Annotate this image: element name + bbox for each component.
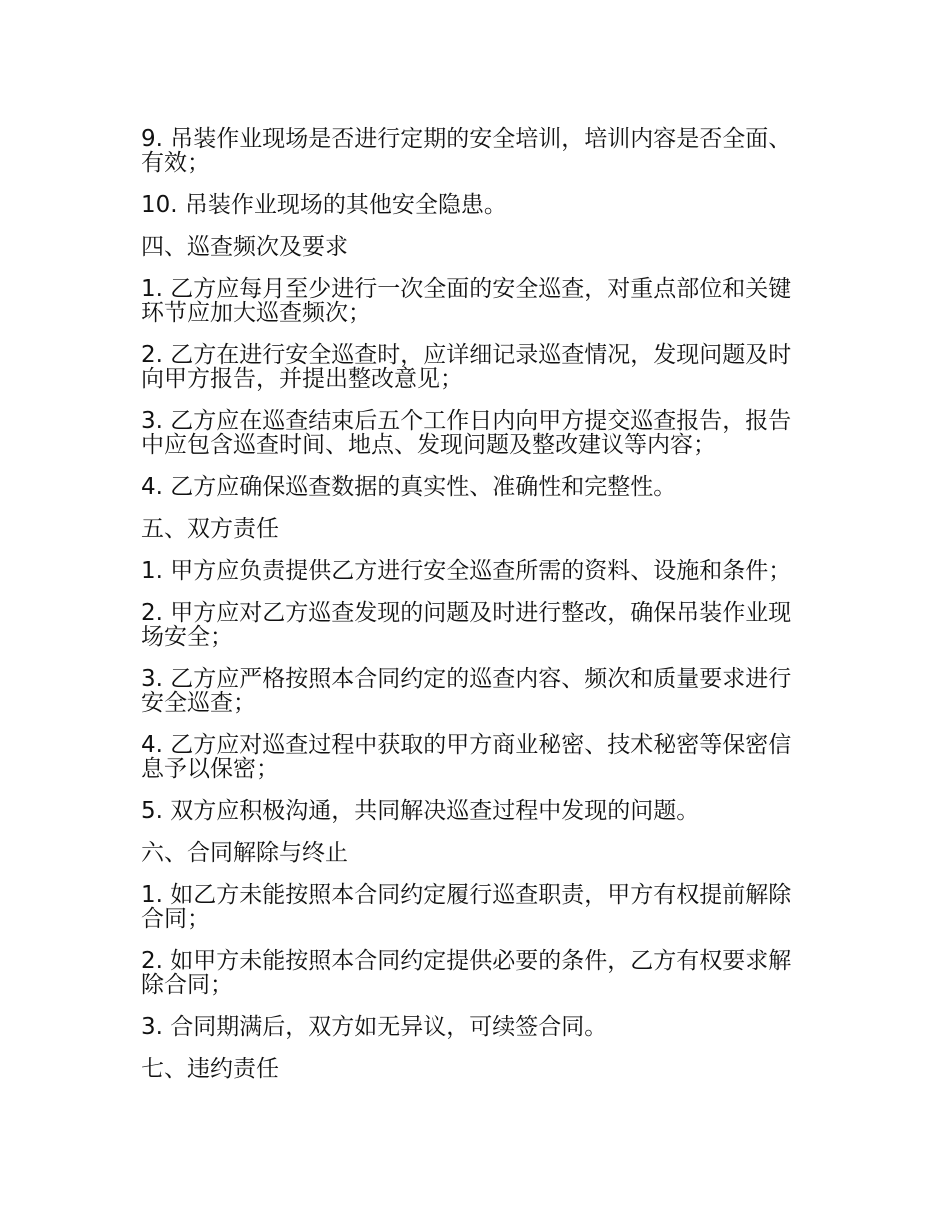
document-page — [141, 127, 806, 1099]
clause-6-3: 3. 合同期满后，双方如无异议，可续签合同。 — [141, 1014, 608, 1040]
clause-4-1: 1. 乙方应每月至少进行一次全面的安全巡查，对重点部位和关键环节应加大巡查频次； — [141, 276, 792, 326]
clause-4-2: 2. 乙方在进行安全巡查时，应详细记录巡查情况，发现问题及时向甲方报告，并提出整改意见； — [141, 342, 792, 392]
section-heading-6: 六、合同解除与终止 — [141, 840, 348, 866]
section-heading-7: 七、违约责任 — [141, 1056, 279, 1082]
clause-5-1: 1. 甲方应负责提供乙方进行安全巡查所需的资料、设施和条件； — [141, 558, 792, 584]
clause-5-5: 5. 双方应积极沟通，共同解决巡查过程中发现的问题。 — [141, 798, 700, 824]
clause-9: 9. 吊装作业现场是否进行定期的安全培训，培训内容是否全面、有效； — [141, 126, 792, 176]
clause-10: 10. 吊装作业现场的其他安全隐患。 — [141, 192, 507, 218]
clause-4-4: 4. 乙方应确保巡查数据的真实性、准确性和完整性。 — [141, 474, 677, 500]
clause-4-3: 3. 乙方应在巡查结束后五个工作日内向甲方提交巡查报告，报告中应包含巡查时间、地点、发现问题及整改建议等内容； — [141, 408, 792, 458]
clause-5-4: 4. 乙方应对巡查过程中获取的甲方商业秘密、技术秘密等保密信息予以保密； — [141, 732, 792, 782]
section-heading-4: 四、巡查频次及要求 — [141, 234, 348, 260]
section-heading-5: 五、双方责任 — [141, 516, 279, 542]
clause-5-3: 3. 乙方应严格按照本合同约定的巡查内容、频次和质量要求进行安全巡查； — [141, 666, 792, 716]
clause-5-2: 2. 甲方应对乙方巡查发现的问题及时进行整改，确保吊装作业现场安全； — [141, 600, 792, 650]
clause-6-2: 2. 如甲方未能按照本合同约定提供必要的条件，乙方有权要求解除合同； — [141, 948, 792, 998]
clause-6-1: 1. 如乙方未能按照本合同约定履行巡查职责，甲方有权提前解除合同； — [141, 882, 792, 932]
